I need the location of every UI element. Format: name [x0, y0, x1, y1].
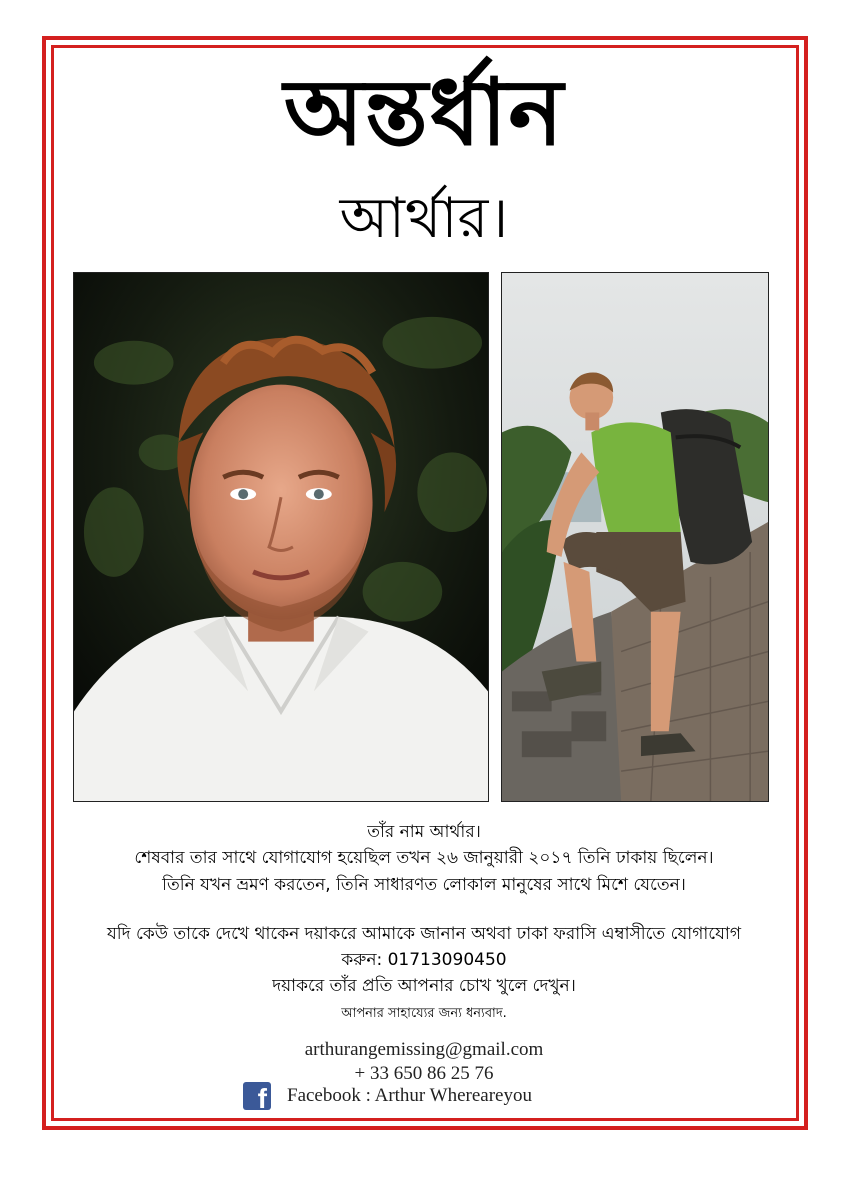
last-contact-statement: শেষবার তার সাথে যোগাযোগ হয়েছিল তখন ২৬ জানুয়ারী ২০১৭ তিনি ঢাকায় ছিলেন। [134, 848, 714, 868]
watch-request: দয়াকরে তাঁর প্রতি আপনার চোখ খুলে দেখুন। [272, 976, 576, 996]
contact-phone: + 33 650 86 25 76 [354, 1063, 494, 1084]
missing-person-name: আর্থার। [339, 186, 509, 251]
appeal-statement: যদি কেউ তাকে দেখে থাকেন দয়াকরে আমাকে জানান অথবা ঢাকা ফরাসি এম্বাসীতে যোগাযোগ [107, 924, 741, 944]
hiker-photo [501, 272, 769, 802]
facebook-icon: f [243, 1082, 271, 1110]
travel-habit-statement: তিনি যখন ভ্রমণ করতেন, তিনি সাধারণত লোকাল মানুষের সাথে মিশে যেতেন। [162, 875, 686, 895]
facebook-contact[interactable] [243, 1081, 532, 1111]
portrait-photo [73, 272, 489, 802]
name-statement: তাঁর নাম আর্থার। [367, 822, 481, 842]
contact-email[interactable]: arthurangemissing@gmail.com [304, 1039, 544, 1060]
embassy-phone: করুন: 01713090450 [341, 950, 507, 970]
poster-title: অন্তর্ধান [283, 59, 565, 166]
thank-you-note: আপনার সাহায্যের জন্য ধন্যবাদ. [341, 1006, 507, 1021]
facebook-label: Facebook : Arthur Whereareyou [287, 1085, 532, 1106]
